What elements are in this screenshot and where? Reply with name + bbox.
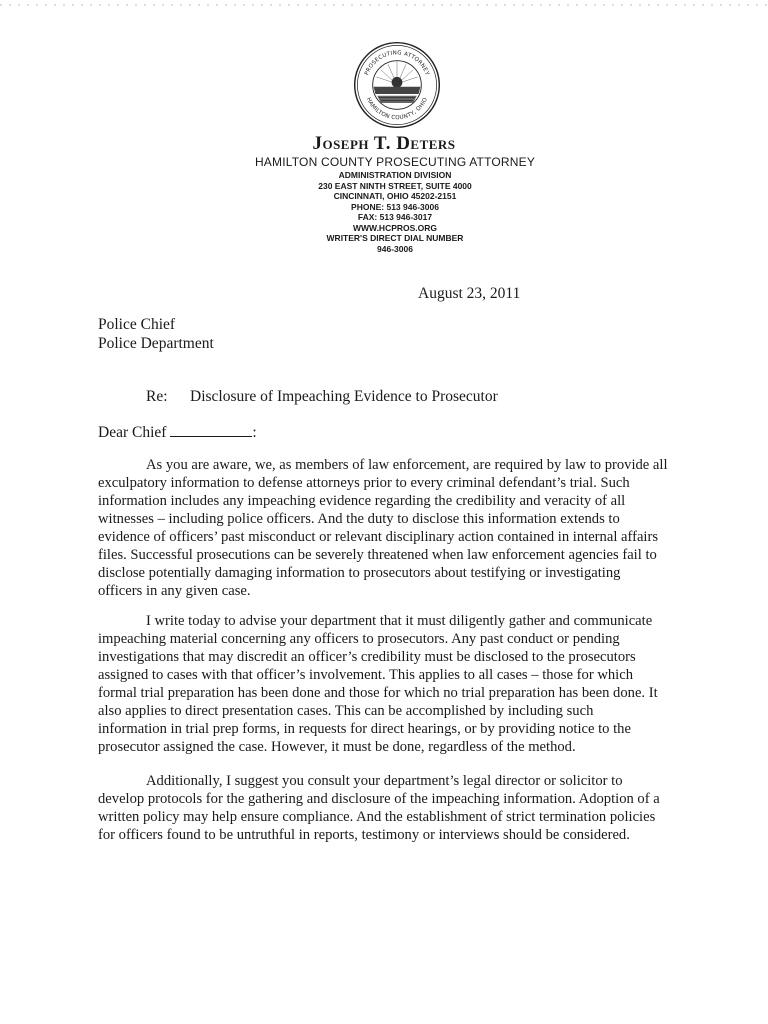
paragraph-line: formal trial preparation has been done and those for which no trial preparation has been done. It <box>98 685 658 701</box>
paragraph-line: written policy may help ensure compliance. And the establishment of strict termination policies <box>98 809 656 825</box>
paragraph-line: evidence of officers’ past misconduct or relevant disciplinary action contained in internal affairs <box>98 529 659 545</box>
letterhead-title: HAMILTON COUNTY PROSECUTING ATTORNEY <box>254 155 536 169</box>
letterhead-fax: FAX: 513 946-3017 <box>357 212 433 222</box>
paragraph-line: investigations that may discredit an officer’s credibility must be disclosed to the prosecutors <box>98 649 636 665</box>
paragraph-line: information in trial prep forms, in requests for direct hearings, or by providing notice to the <box>98 721 631 737</box>
letter-date: August 23, 2011 <box>418 285 521 302</box>
svg-text:HAMILTON COUNTY, OHIO: HAMILTON COUNTY, OHIO <box>364 96 430 122</box>
salutation-end: : <box>252 424 257 441</box>
paragraph-line: I write today to advise your department that it must diligently gather and communicate <box>146 613 653 629</box>
paragraph-line: prosecutor assigned the case. However, it must be done, regardless of the method. <box>98 739 576 755</box>
paragraph-line: files. Successful prosecutions can be severely threatened when law enforcement agencies fail to <box>98 547 657 563</box>
paragraph-line: officers in any given case. <box>98 583 251 599</box>
salutation-start: Dear Chief <box>98 424 167 441</box>
letterhead-name: Joseph T. Deters <box>312 133 456 154</box>
paragraph-line: also applies to direct presentation cases. This can be accomplished by including such <box>98 703 594 719</box>
paragraph-line: witnesses – including police officers. And the duty to disclose this information extends to <box>98 511 620 527</box>
letterhead-direct-dial-label: WRITER'S DIRECT DIAL NUMBER <box>326 233 464 243</box>
letterhead-city: CINCINNATI, OHIO 45202-2151 <box>333 191 457 201</box>
paragraph-line: disclose potentially damaging information to prosecutors about testifying or investigating <box>98 565 621 581</box>
paragraph-line: assigned to cases with that officer’s involvement. This applies to all cases – those for which <box>98 667 633 683</box>
letterhead-street: 230 EAST NINTH STREET, SUITE 4000 <box>318 180 472 191</box>
paragraph-line: develop protocols for the gathering and disclosure of the impeaching information. Adoption of a <box>98 791 660 807</box>
prosecuting-attorney-seal-icon <box>352 40 442 130</box>
salutation <box>98 424 257 442</box>
letterhead-division: ADMINISTRATION DIVISION <box>338 170 452 180</box>
recipient-line: Police Chief <box>98 316 176 333</box>
paragraph-line: information includes any impeaching evidence regarding the credibility and veracity of all <box>98 493 626 509</box>
paragraph-line: exculpatory information to defense attorneys prior to every criminal defendant’s trial. Such <box>98 475 630 491</box>
salutation-blank <box>170 424 252 437</box>
svg-text:PROSECUTING ATTORNEY: PROSECUTING ATTORNEY <box>364 50 430 77</box>
paragraph-line: As you are aware, we, as members of law enforcement, are required by law to provide all <box>146 457 668 473</box>
recipient-line: Police Department <box>98 335 214 352</box>
letterhead-website: WWW.HCPROS.ORG <box>352 222 438 233</box>
scan-edge-artifact <box>0 4 768 6</box>
paragraph-line: impeaching material concerning any officers to prosecutors. Any past conduct or pending <box>98 631 620 647</box>
letterhead-phone: PHONE: 513 946-3006 <box>351 201 439 212</box>
letterhead-direct-dial-number: 946-3006 <box>377 243 413 254</box>
paragraph-line: for officers found to be untruthful in reports, testimony or interviews should be considered. <box>98 827 630 843</box>
subject-text: Disclosure of Impeaching Evidence to Prosecutor <box>190 388 498 405</box>
subject-label: Re: <box>146 388 168 405</box>
paragraph-line: Additionally, I suggest you consult your department’s legal director or solicitor to <box>146 773 623 789</box>
